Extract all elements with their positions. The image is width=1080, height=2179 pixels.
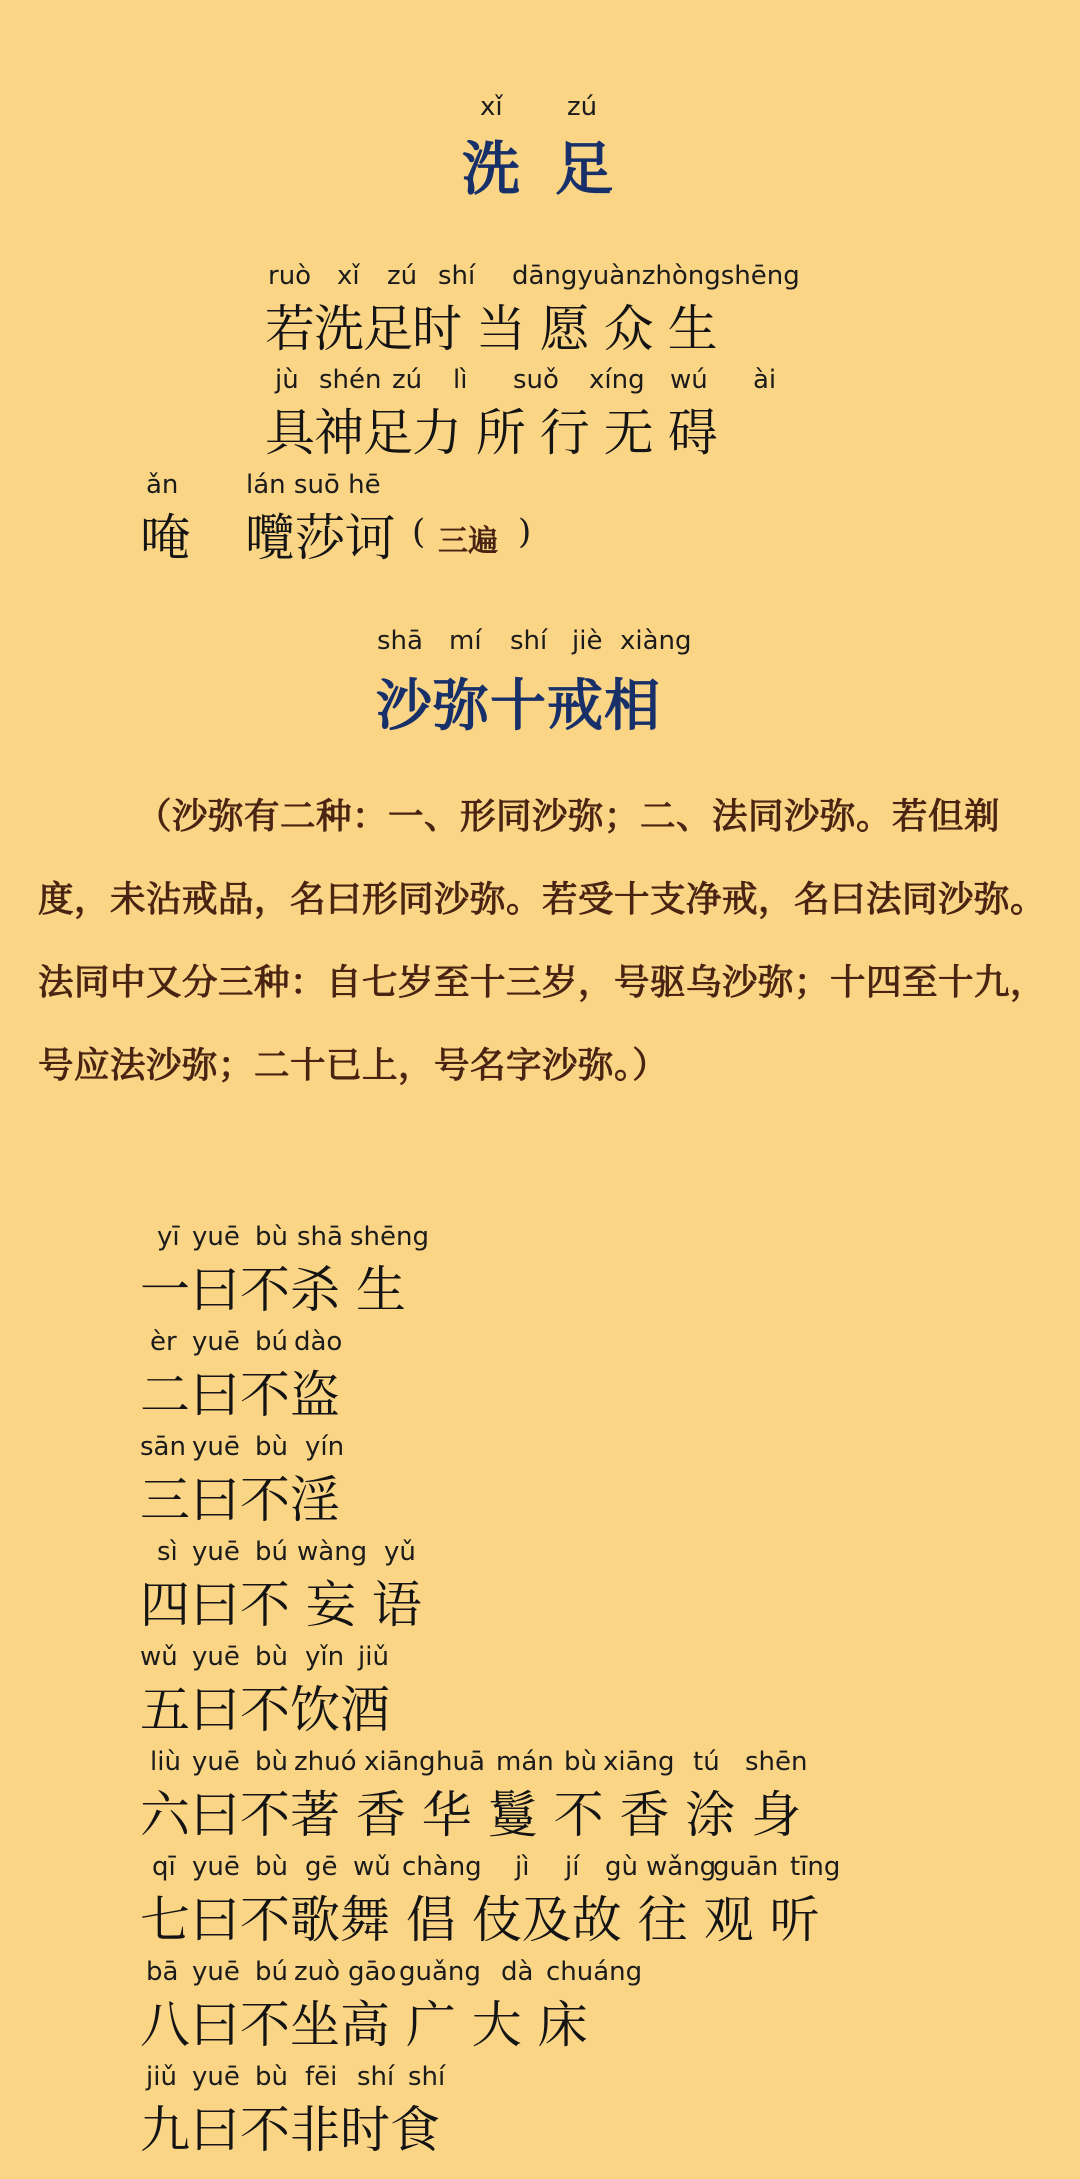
mantra-note-close: ) xyxy=(518,512,532,552)
mantra-note: 三遍 xyxy=(438,524,498,559)
explanatory-note: （沙弥有二种：一、形同沙弥；二、法同沙弥。若但剃度，未沾戒品，名曰形同沙弥。若受十支净戒，名曰法同沙弥。法同中又分三种：自七岁至十三岁，号驱乌沙弥；十四至十九，号应法沙弥；二十已上，号名字沙弥。） xyxy=(38,796,1047,1086)
pinyin: wǔ xyxy=(140,1642,178,1672)
title-pinyin: shā xyxy=(377,626,423,656)
pinyin: shí xyxy=(438,261,476,291)
pinyin: yuē xyxy=(192,1957,240,1987)
pinyin: jí xyxy=(565,1852,580,1882)
title-pinyin: mí xyxy=(449,626,482,656)
pinyin: bú xyxy=(255,1327,288,1357)
pinyin: xǐ xyxy=(337,261,360,291)
pinyin: yuē xyxy=(192,1642,240,1672)
pinyin: suǒ xyxy=(513,365,559,395)
title-pinyin: zú xyxy=(567,92,598,122)
pinyin: dāngyuànzhòngshēng xyxy=(512,261,800,291)
pinyin: huā xyxy=(436,1747,485,1777)
precept-text: 八曰不坐高 广 大 床 xyxy=(140,1996,588,2054)
pinyin: lì xyxy=(453,365,468,395)
precept-text: 六曰不著 香 华 鬘 不 香 涂 身 xyxy=(140,1786,802,1844)
section-title: 沙弥十戒相 xyxy=(376,673,661,739)
pinyin: bù xyxy=(255,1747,288,1777)
pinyin: yín xyxy=(305,1432,345,1462)
pinyin: yǔ xyxy=(384,1537,416,1567)
precept-text: 五曰不饮酒 xyxy=(140,1681,390,1739)
precept-text: 四曰不 妄 语 xyxy=(140,1576,422,1634)
pinyin: ài xyxy=(753,365,777,395)
pinyin: chàng xyxy=(402,1852,482,1882)
mantra-note-open: ( xyxy=(412,512,426,552)
pinyin: yuē xyxy=(192,1432,240,1462)
title-pinyin: jiè xyxy=(572,626,603,656)
verse-line: 具神足力 所 行 无 碍 xyxy=(265,404,717,462)
pinyin: gù xyxy=(605,1852,638,1882)
verse-line: 若洗足时 当 愿 众 生 xyxy=(265,300,717,358)
pinyin: bù xyxy=(255,1432,288,1462)
pinyin: zú xyxy=(387,261,418,291)
pinyin: ǎn xyxy=(146,470,179,500)
title-pinyin: xiàng xyxy=(620,626,692,656)
pinyin: xíng xyxy=(589,365,645,395)
pinyin: wǔ xyxy=(353,1852,391,1882)
title-pinyin: shí xyxy=(510,626,548,656)
pinyin: yuē xyxy=(192,1747,240,1777)
pinyin: shā xyxy=(297,1222,343,1252)
pinyin: guǎng xyxy=(399,1957,481,1987)
page-title: 足 xyxy=(555,135,614,203)
precept-text: 七曰不歌舞 倡 伎及故 往 观 听 xyxy=(140,1891,820,1949)
pinyin: liù xyxy=(150,1747,181,1777)
pinyin: bù xyxy=(255,1852,288,1882)
page-title: 洗 xyxy=(462,135,521,203)
precept-text: 二曰不盗 xyxy=(140,1366,340,1424)
mantra-text: 唵 xyxy=(140,509,190,567)
pinyin: sān xyxy=(140,1432,186,1462)
precept-text: 一曰不杀 生 xyxy=(140,1261,406,1319)
pinyin: zú xyxy=(392,365,423,395)
pinyin: xiāng xyxy=(364,1747,436,1777)
pinyin: shí xyxy=(408,2062,446,2092)
pinyin: shén xyxy=(319,365,382,395)
pinyin: fēi xyxy=(305,2062,338,2092)
pinyin: bú xyxy=(255,1957,288,1987)
pinyin: zuò xyxy=(294,1957,341,1987)
pinyin: jì xyxy=(515,1852,530,1882)
pinyin: yuē xyxy=(192,2062,240,2092)
pinyin: gē xyxy=(305,1852,338,1882)
pinyin: bù xyxy=(564,1747,597,1777)
pinyin: shí xyxy=(357,2062,395,2092)
pinyin: wú xyxy=(670,365,708,395)
pinyin: tú xyxy=(693,1747,720,1777)
title-pinyin: xǐ xyxy=(480,92,503,122)
pinyin: yī xyxy=(157,1222,180,1252)
pinyin: yuē xyxy=(192,1222,240,1252)
pinyin: mán xyxy=(496,1747,554,1777)
pinyin: guān xyxy=(713,1852,779,1882)
pinyin: gāo xyxy=(348,1957,397,1987)
pinyin: qī xyxy=(152,1852,176,1882)
pinyin: jiǔ xyxy=(146,2062,177,2092)
pinyin: dà xyxy=(501,1957,534,1987)
pinyin: jiǔ xyxy=(358,1642,389,1672)
pinyin: jù xyxy=(275,365,299,395)
pinyin: ruò xyxy=(268,261,312,291)
precept-text: 九曰不非时食 xyxy=(140,2101,440,2159)
pinyin: tīng xyxy=(790,1852,841,1882)
pinyin: bù xyxy=(255,1222,288,1252)
pinyin: dào xyxy=(294,1327,343,1357)
pinyin: bù xyxy=(255,1642,288,1672)
pinyin: shēng xyxy=(350,1222,430,1252)
pinyin: zhuó xyxy=(294,1747,357,1777)
pinyin: lán suō hē xyxy=(246,470,381,500)
precept-text: 三曰不淫 xyxy=(140,1471,340,1529)
pinyin: sì xyxy=(157,1537,178,1567)
pinyin: wǎng xyxy=(646,1852,717,1882)
pinyin: yuē xyxy=(192,1537,240,1567)
mantra-text: 囕莎诃 xyxy=(245,509,395,567)
pinyin: èr xyxy=(150,1327,177,1357)
pinyin: bú xyxy=(255,1537,288,1567)
pinyin: bā xyxy=(146,1957,179,1987)
pinyin: yuē xyxy=(192,1327,240,1357)
pinyin: shēn xyxy=(745,1747,808,1777)
pinyin: yuē xyxy=(192,1852,240,1882)
pinyin: yǐn xyxy=(305,1642,345,1672)
pinyin: xiāng xyxy=(603,1747,675,1777)
pinyin: wàng xyxy=(297,1537,368,1567)
pinyin: chuáng xyxy=(546,1957,643,1987)
pinyin: bù xyxy=(255,2062,288,2092)
